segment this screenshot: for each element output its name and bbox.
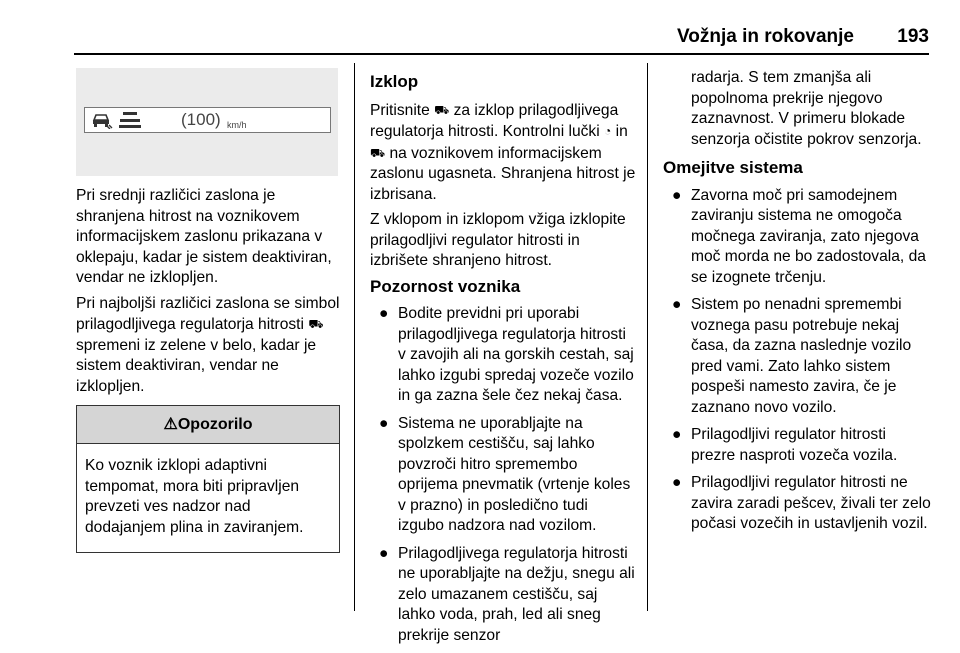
list-item: ● Prilagodljivi regulator hitrosti prezre nasproti vozeča vozila. xyxy=(672,426,898,464)
header-title: Vožnja in rokovanje xyxy=(676,26,854,47)
column-divider-1 xyxy=(354,63,355,611)
list-item: ● Sistema ne uporabljajte na spolzkem cestišču, saj lahko povzroči hitro spremembo oprijema pnevmatik (vrtenje koles v prazno) in posledično tudi izgubo nadzora nad vozilom. xyxy=(379,414,631,534)
warning-header xyxy=(77,406,339,444)
list-item: ● Sistem po nenadni spremembi voznega pasu potrebuje nekaj časa, da zazna naslednje vozilo pred vami. Zato lahko sistem pospeši namesto zavira, če je zaznano novo vozilo. xyxy=(672,296,912,416)
heading-izklop: Izklop xyxy=(370,72,419,91)
column-divider-2 xyxy=(647,63,648,611)
paragraph-display-top: Pri najboljši različici zaslona se simbol prilagodljivega regulatorja hitrosti ⛟ spremeni iz zelene v belo, kadar je sistem deaktiviran, vendar ne izklopljen. xyxy=(76,294,340,395)
instrument-display-figure xyxy=(76,68,338,176)
warning-box xyxy=(76,405,340,553)
heading-pozornost: Pozornost voznika xyxy=(370,276,521,296)
paragraph-display-mid: Pri srednji različici zaslona je shranjena hitrost na voznikovem informacijskem zaslonu prikazana v oklepaju, kadar je sistem deaktiviran, vendar ne izklopljen. xyxy=(76,187,332,286)
warning-text: Ko voznik izklopi adaptivni tempomat, mora biti pripravljen prevzeti ves nadzor nad dodajanjem plina in zaviranjem. xyxy=(85,457,304,536)
speed-unit: km/h xyxy=(227,120,247,130)
list-item: ● Zavorna moč pri samodejnem zaviranju sistema ne omogoča močnega zaviranja, zato njegova moč morda ne bo zadostovala, da se izognete trčenju. xyxy=(672,186,926,286)
speedometer-icon: ◔ xyxy=(604,124,612,138)
column-2 xyxy=(370,68,636,653)
page-header xyxy=(74,26,929,50)
column-3 xyxy=(663,68,933,542)
header-rule xyxy=(74,53,929,55)
paragraph-izklop: Pritisnite ⛟ za izklop prilagodljivega regulatorja hitrosti. Kontrolni lučki ◔ in ⛟ na voznikovem informacijskem zaslonu ugasneta. Shranjena hitrost je izbrisana. xyxy=(370,101,636,203)
acc-symbol-icon: ⛟ xyxy=(434,102,450,117)
distance-bars-icon xyxy=(119,111,141,129)
warning-title: Opozorilo xyxy=(177,416,253,433)
page-number: 193 xyxy=(897,26,929,47)
heading-omejitve: Omejitve sistema xyxy=(663,158,803,177)
list-item: ● Prilagodljivega regulatorja hitrosti ne uporabljajte na dežju, snegu ali zelo umazanem cestišču, saj lahko voda, prah, led ali sneg prekrije senzor xyxy=(379,544,635,644)
warning-triangle-icon: ⚠ xyxy=(163,416,178,433)
omejitve-list xyxy=(663,186,933,535)
acc-vehicle-icon xyxy=(91,111,113,129)
continued-list xyxy=(663,68,933,150)
display-bar xyxy=(84,107,331,133)
acc-symbol-icon: ⛟ xyxy=(370,145,386,160)
list-item: ● Bodite previdni pri uporabi prilagodljivega regulatorja hitrosti v zavojih ali na gorskih cestah, saj lahko izgubi spredaj vozeče vozilo in ga zazna šele čez nekaj časa. xyxy=(379,305,634,404)
pozornost-list xyxy=(370,304,636,646)
paragraph-ignition: Z vklopom in izklopom vžiga izklopite prilagodljivi regulator hitrosti in izbrišete shranjeno hitrost. xyxy=(370,211,626,269)
list-item-continued: radarja. S tem zmanjša ali popolnoma prekrije njegovo zaznavnost. V primeru blokade senzorja očistite pokrov senzorja. xyxy=(691,69,922,148)
stored-speed: (100) xyxy=(181,110,221,129)
list-item: ● Prilagodljivi regulator hitrosti ne zavira zaradi pešcev, živali ter zelo počasi vozečih in ustavljenih vozil. xyxy=(672,474,931,532)
column-1 xyxy=(76,68,344,553)
acc-symbol-icon: ⛟ xyxy=(308,317,324,331)
